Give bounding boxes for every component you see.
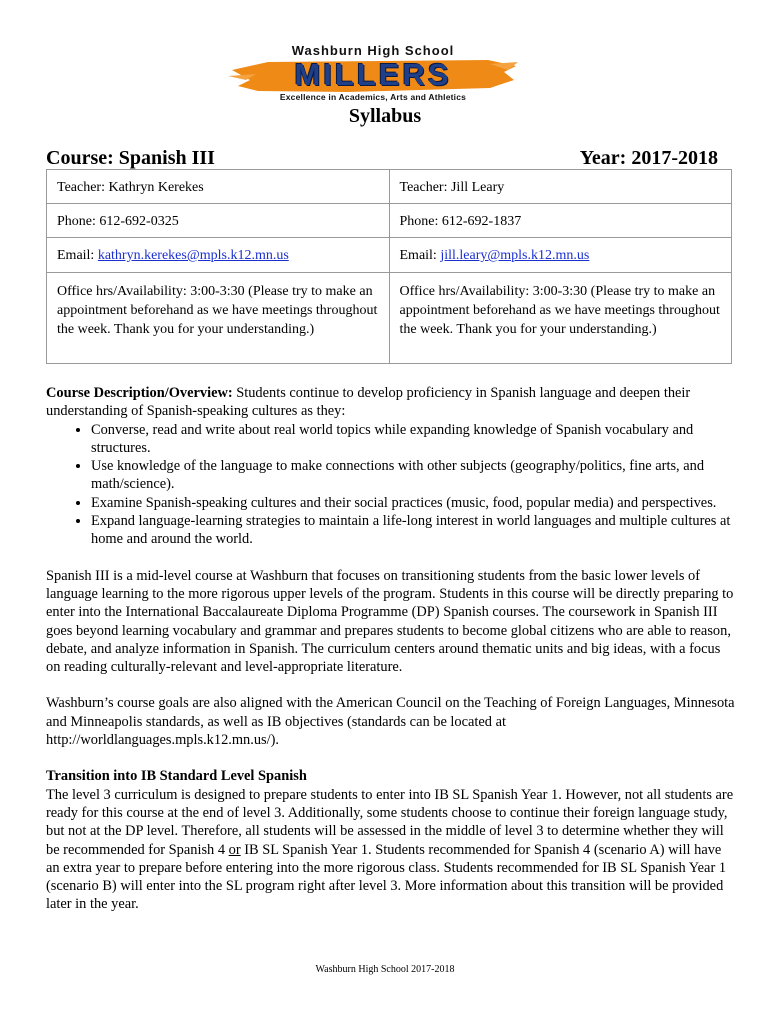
transition-text-part-2: IB SL Spanish Year 1. Students recommended for Spanish 4 (scenario A) will have an extra year to prepare before entering into the more rigorous class. Students recommended for IB SL Spanish Year 1 (scenario B) will enter into the SL program right after level 3. More information about this transition will be provided later in the year. (46, 841, 727, 913)
list-item: • Expand language-learning strategies to maintain a life-long interest in world languages and multiple cultures at home and around the world. (91, 512, 736, 549)
email-label: Email: (399, 248, 441, 263)
teacher-2-email-link[interactable]: jill.leary@mpls.k12.mn.us (440, 248, 590, 263)
transition-or-word: or (228, 841, 241, 858)
teacher-1-office-hours: Office hrs/Availability: 3:00-3:30 (Please try to make an appointment beforehand as we have meetings throughout the week. Thank you for your understanding.) (47, 273, 390, 364)
transition-heading (46, 767, 736, 785)
teacher-2-office-hours: Office hrs/Availability: 3:00-3:30 (Please try to make an appointment beforehand as we have meetings throughout the week. Thank you for your understanding.) (389, 273, 732, 364)
transition-text-part-1: The level 3 curriculum is designed to prepare students to enter into IB SL Spanish Year 1. However, not all students are ready for this course at the end of level 3. Additionally, some students choose to continue their foreign language study, but not at the DP level. Therefore, all students will be assessed in the middle of level 3 to determine whether they will be recommended for Spanish 4 (46, 786, 734, 858)
teacher-1-phone: Phone: 612-692-0325 (47, 204, 390, 238)
description-intro: Students continue to develop proficiency in Spanish language and deepen their understanding of Spanish-speaking cultures as they: (46, 385, 691, 420)
syllabus-body (46, 384, 736, 914)
logo-school-name: Washburn High School (291, 43, 455, 58)
description-bullet-list (46, 421, 736, 549)
teacher-1-name: Teacher: Kathryn Kerekes (47, 170, 390, 204)
standards-paragraph: Washburn’s course goals are also aligned with the American Council on the Teaching of Foreign Languages, Minnesota and Minneapolis standards, as well as IB objectives (standards can be located at http://worldlanguages.mpls.k12.mn.us/). (46, 695, 735, 749)
list-item: • Examine Spanish-speaking cultures and their social practices (music, food, popular media) and perspectives. (91, 494, 736, 512)
page-title: Syllabus (348, 105, 422, 127)
school-logo (228, 44, 518, 104)
teacher-2-phone: Phone: 612-692-1837 (389, 204, 732, 238)
teacher-1-email-link[interactable]: kathryn.kerekes@mpls.k12.mn.us (97, 248, 289, 263)
course-overview-paragraph: Spanish III is a mid-level course at Washburn that focuses on transitioning students from the basic lower levels of language learning to the more rigorous upper levels of the program. Students in this course will be directly preparing to enter into the International Baccalaureate Diploma Programme (DP) Spanish courses. The coursework in Spanish III goes beyond learning vocabulary and grammar and prepares students to become global citizens who are able to reason, debate, and analyze information in Spanish. The curriculum centers around thematic units and big ideas, with a focus on reading culturally-relevant and level-appropriate literature. (46, 567, 734, 676)
logo-mascot-text: MILLERS (294, 57, 452, 92)
email-label: Email: (57, 248, 98, 263)
teacher-2-email-cell (389, 238, 732, 273)
list-item: • Use knowledge of the language to make connections with other subjects (geography/politics, fine arts, and math/science). (91, 457, 736, 494)
description-heading: Course Description/Overview: (46, 385, 233, 401)
transition-paragraph (46, 786, 736, 914)
teacher-1-email-cell (47, 238, 390, 273)
course-title: Course: Spanish III (46, 147, 215, 169)
page-footer: Washburn High School 2017-2018 (315, 964, 455, 975)
course-description (46, 384, 736, 421)
teacher-info-table (46, 169, 732, 364)
teacher-2-name: Teacher: Jill Leary (389, 170, 732, 204)
logo-motto: Excellence in Academics, Arts and Athletics (279, 92, 467, 102)
transition-heading-text: Transition into IB Standard Level Spanish (46, 768, 307, 785)
list-item: • Converse, read and write about real world topics while expanding knowledge of Spanish vocabulary and structures. (91, 421, 736, 458)
year-title: Year: 2017-2018 (579, 147, 718, 169)
